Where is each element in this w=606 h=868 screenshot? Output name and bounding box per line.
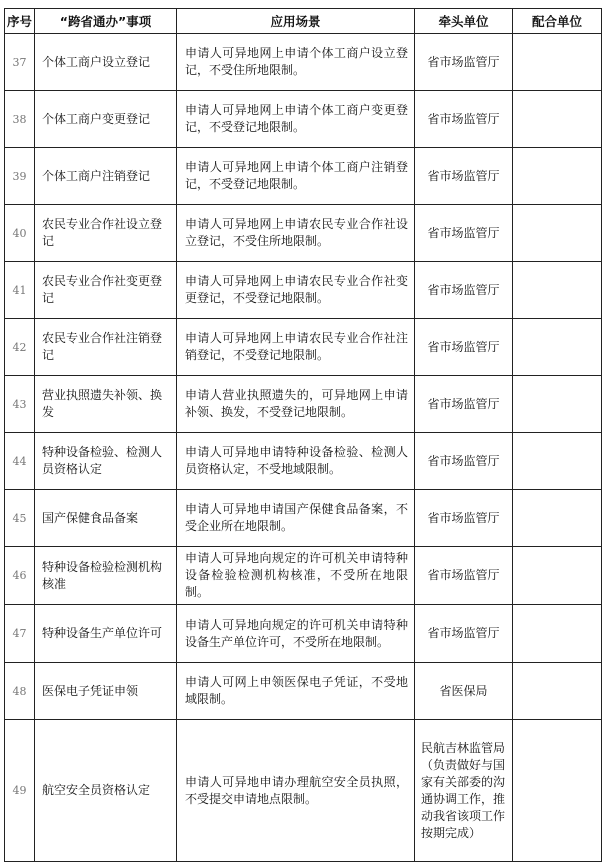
application-scene: 申请人可异地网上申请个体工商户设立登记，不受住所地限制。 — [177, 34, 415, 91]
header-no: 序号 — [5, 9, 35, 34]
application-scene: 申请人可异地向规定的许可机关申请特种设备检验检测机构核准，不受所在地限制。 — [177, 547, 415, 605]
lead-unit: 省市场监管厅 — [415, 490, 513, 547]
table-row — [5, 490, 602, 547]
item-name: 医保电子凭证申领 — [35, 663, 177, 720]
lead-unit: 省市场监管厅 — [415, 376, 513, 433]
cooperating-unit — [513, 720, 602, 862]
cooperating-unit — [513, 433, 602, 490]
table-row — [5, 376, 602, 433]
item-name: 航空安全员资格认定 — [35, 720, 177, 862]
application-scene: 申请人可异地网上申请农民专业合作社注销登记，不受登记地限制。 — [177, 319, 415, 376]
lead-unit: 省市场监管厅 — [415, 34, 513, 91]
item-name: 特种设备检验、检测人员资格认定 — [35, 433, 177, 490]
table-row — [5, 262, 602, 319]
row-number: 46 — [5, 547, 35, 605]
application-scene: 申请人可网上申领医保电子凭证，不受地域限制。 — [177, 663, 415, 720]
table-row — [5, 433, 602, 490]
row-number: 39 — [5, 148, 35, 205]
item-name: 农民专业合作社注销登记 — [35, 319, 177, 376]
lead-unit: 省市场监管厅 — [415, 319, 513, 376]
table-row — [5, 91, 602, 148]
application-scene: 申请人可异地向规定的许可机关申请特种设备生产单位许可，不受所在地限制。 — [177, 605, 415, 663]
row-number: 48 — [5, 663, 35, 720]
cooperating-unit — [513, 319, 602, 376]
item-name: 个体工商户注销登记 — [35, 148, 177, 205]
application-scene: 申请人可异地网上申请农民专业合作社设立登记，不受住所地限制。 — [177, 205, 415, 262]
application-scene: 申请人营业执照遗失的，可异地网上申请补领、换发，不受登记地限制。 — [177, 376, 415, 433]
lead-unit: 省市场监管厅 — [415, 148, 513, 205]
header-lead: 牵头单位 — [415, 9, 513, 34]
cooperating-unit — [513, 34, 602, 91]
row-number: 41 — [5, 262, 35, 319]
table-row — [5, 319, 602, 376]
table-row — [5, 547, 602, 605]
item-name: 特种设备生产单位许可 — [35, 605, 177, 663]
row-number: 37 — [5, 34, 35, 91]
row-number: 38 — [5, 91, 35, 148]
item-name: 农民专业合作社设立登记 — [35, 205, 177, 262]
row-number: 44 — [5, 433, 35, 490]
lead-unit: 省市场监管厅 — [415, 605, 513, 663]
row-number: 43 — [5, 376, 35, 433]
application-scene: 申请人可异地申请特种设备检验、检测人员资格认定，不受地域限制。 — [177, 433, 415, 490]
item-name: 个体工商户设立登记 — [35, 34, 177, 91]
row-number: 47 — [5, 605, 35, 663]
header-coop: 配合单位 — [513, 9, 602, 34]
table-row — [5, 663, 602, 720]
item-name: 国产保健食品备案 — [35, 490, 177, 547]
cooperating-unit — [513, 91, 602, 148]
header-scene: 应用场景 — [177, 9, 415, 34]
cooperating-unit — [513, 262, 602, 319]
table-row — [5, 605, 602, 663]
cooperating-unit — [513, 605, 602, 663]
cooperating-unit — [513, 205, 602, 262]
application-scene: 申请人可异地网上申请个体工商户变更登记，不受登记地限制。 — [177, 91, 415, 148]
application-scene: 申请人可异地网上申请农民专业合作社变更登记，不受登记地限制。 — [177, 262, 415, 319]
item-name: 个体工商户变更登记 — [35, 91, 177, 148]
lead-unit: 省市场监管厅 — [415, 262, 513, 319]
item-name: 农民专业合作社变更登记 — [35, 262, 177, 319]
cross-province-services-table — [4, 8, 602, 862]
cooperating-unit — [513, 490, 602, 547]
cooperating-unit — [513, 376, 602, 433]
row-number: 49 — [5, 720, 35, 862]
lead-unit: 省市场监管厅 — [415, 547, 513, 605]
row-number: 42 — [5, 319, 35, 376]
lead-unit: 省市场监管厅 — [415, 205, 513, 262]
table-row — [5, 148, 602, 205]
lead-unit: 民航吉林监管局（负责做好与国家有关部委的沟通协调工作，推动我省该项工作按期完成） — [415, 720, 513, 862]
lead-unit: 省市场监管厅 — [415, 433, 513, 490]
lead-unit: 省市场监管厅 — [415, 91, 513, 148]
cooperating-unit — [513, 148, 602, 205]
application-scene: 申请人可异地网上申请个体工商户注销登记，不受登记地限制。 — [177, 148, 415, 205]
item-name: 特种设备检验检测机构核准 — [35, 547, 177, 605]
table-row — [5, 34, 602, 91]
row-number: 45 — [5, 490, 35, 547]
application-scene: 申请人可异地申请办理航空安全员执照，不受提交申请地点限制。 — [177, 720, 415, 862]
application-scene: 申请人可异地申请国产保健食品备案，不受企业所在地限制。 — [177, 490, 415, 547]
item-name: 营业执照遗失补领、换发 — [35, 376, 177, 433]
table-row — [5, 720, 602, 862]
cooperating-unit — [513, 547, 602, 605]
lead-unit: 省医保局 — [415, 663, 513, 720]
table-header-row — [5, 9, 602, 34]
row-number: 40 — [5, 205, 35, 262]
table-row — [5, 205, 602, 262]
cooperating-unit — [513, 663, 602, 720]
header-item: “跨省通办”事项 — [35, 9, 177, 34]
